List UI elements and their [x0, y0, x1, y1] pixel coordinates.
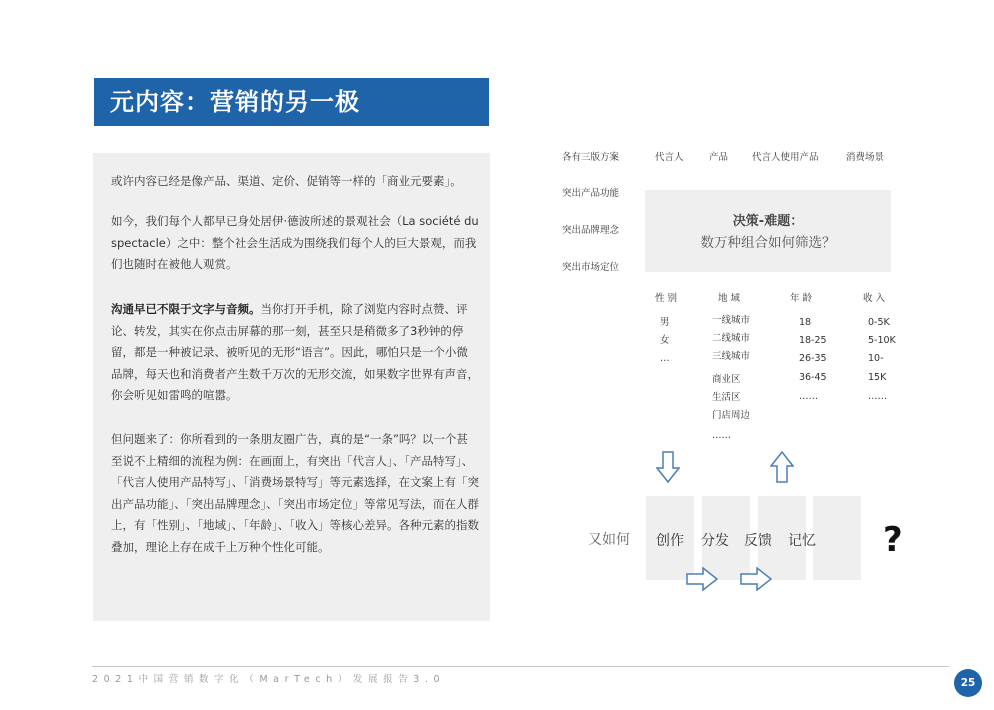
question-mark: ? [883, 520, 903, 560]
region-value: 一线城市 [712, 315, 751, 326]
paragraph-1: 或许内容已经是像产品、渠道、定价、促销等一样的「商业元要素」。 [111, 174, 462, 188]
age-value: 26-35 [799, 353, 827, 364]
header-product: 产品 [709, 152, 729, 163]
page-title: 元内容：营销的另一极 [110, 88, 360, 116]
region-value: 门店周边 [712, 410, 751, 421]
right-arrow-icon [686, 567, 718, 591]
income-value: 0-5K [868, 317, 890, 328]
footer-divider [92, 666, 949, 667]
step-box-memory [813, 496, 861, 580]
paragraph-2: 如今，我们每个人都早已身处居伊·德波所述的景观社会（La société du spectacle）之中：整个社会生活成为围绕我们每个人的巨大景观，而我们也随时在被他人观赏。 [111, 214, 479, 271]
dim-gender: 性 别 [655, 293, 678, 304]
header-plan-label: 各有三版方案 [562, 152, 620, 163]
gender-value: 男 [660, 317, 670, 328]
age-value: …… [799, 391, 818, 402]
region-value: 商业区 [712, 374, 741, 385]
paragraph-4: 但问题来了：你所看到的一条朋友圈广告，真的是“一条”吗？以一个甚至说不上精细的流程为例：在画面上，有突出「代言人」、「产品特写」、「代言人使用产品特写」、「消费场景特写」等元素选择，在文案上有「突出产品功能」、「突出品牌理念」、「突出市场定位」等常见写法，而在人群上，有「性别」、「地域」、「年龄」、「收入」等核心差异。各种元素的指数叠加，理论上存在成千上万种个性化可能。 [111, 432, 479, 554]
flow-prefix: 又如何 [588, 532, 630, 548]
footer-report-title: 2021中国营销数字化（MarTech）发展报告3.0 [92, 674, 446, 685]
step-creation: 创作 [656, 533, 684, 549]
decision-title: 决策-难题： [732, 214, 804, 229]
header-scene: 消费场景 [846, 152, 885, 163]
step-distribution: 分发 [701, 533, 729, 549]
up-arrow-icon [770, 451, 794, 483]
title-banner [94, 78, 489, 126]
income-value: 10- [868, 353, 884, 364]
dim-age: 年 龄 [790, 293, 813, 304]
region-value: 三线城市 [712, 351, 751, 362]
dim-income: 收 入 [863, 293, 886, 304]
copy-option-brand: 突出品牌理念 [562, 225, 620, 236]
decision-subtitle: 数万种组合如何筛选？ [700, 235, 836, 251]
region-value: 生活区 [712, 392, 741, 403]
gender-value: 女 [660, 335, 670, 346]
age-value: 18-25 [799, 335, 827, 346]
step-memory: 记忆 [788, 533, 816, 549]
paragraph-3-lead: 沟通早已不限于文字与音频。 [111, 302, 261, 316]
dim-region: 地 域 [718, 293, 741, 304]
region-value: …… [712, 430, 731, 441]
decision-box [645, 190, 891, 272]
text-panel [93, 153, 490, 621]
header-spokesperson: 代言人 [655, 152, 684, 163]
header-spokesperson-product: 代言人使用产品 [752, 152, 819, 163]
down-arrow-icon [656, 451, 680, 483]
paragraph-3 [111, 299, 479, 407]
page-number-badge: 25 [954, 669, 982, 697]
income-value: …… [868, 391, 887, 402]
age-value: 36-45 [799, 372, 827, 383]
gender-value: … [660, 353, 670, 364]
age-value: 18 [799, 317, 812, 328]
copy-option-market: 突出市场定位 [562, 262, 620, 273]
copy-option-function: 突出产品功能 [562, 188, 620, 199]
income-value: 15K [868, 372, 887, 383]
region-value: 二线城市 [712, 333, 751, 344]
step-feedback: 反馈 [744, 533, 772, 549]
right-arrow-icon [740, 567, 772, 591]
paragraph-3-body: 当你打开手机，除了浏览内容时点赞、评论、转发，其实在你点击屏幕的那一刻，甚至只是稍微多了3秒钟的停留，都是一种被记录、被听见的无形“语言”。因此，哪怕只是一个小微品牌，每天也和消费者产生数千万次的无形交流，如果数字世界有声音，你会听见如雷鸣的喧嚣。 [111, 302, 479, 402]
income-value: 5-10K [868, 335, 896, 346]
